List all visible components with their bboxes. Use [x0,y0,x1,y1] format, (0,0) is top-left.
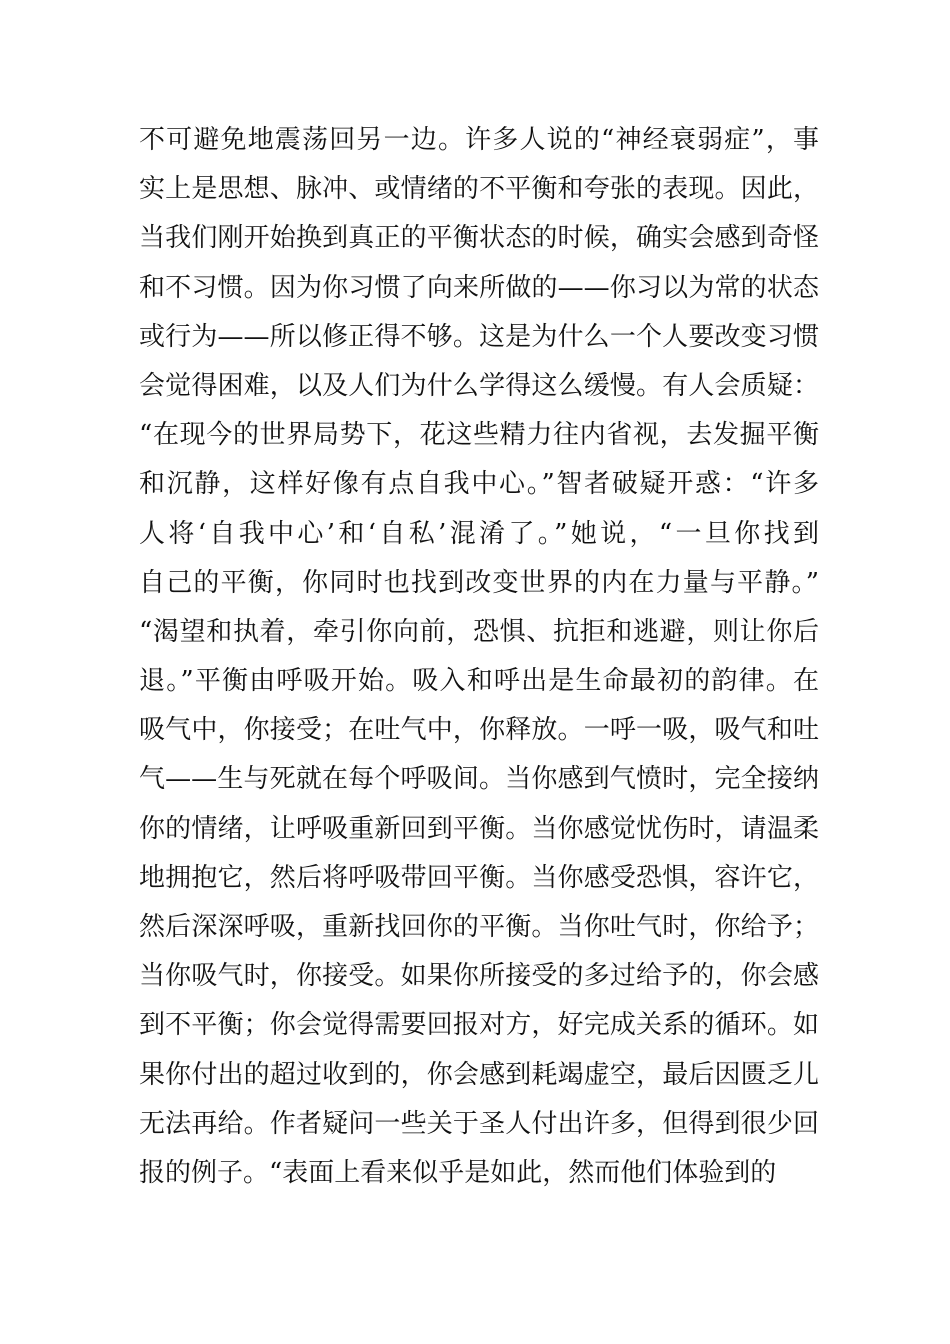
text-line-16: 地拥抱它，然后将呼吸带回平衡。当你感受恐惧，容许它， [139,862,819,893]
text-line-1: 不可避免地震荡回另一边。许多人说的“神经衰弱症”，事 [139,125,819,155]
text-line-7: “在现今的世界局势下，花这些精力往内省视，去发掘平衡 [139,420,819,451]
text-line-18: 当你吸气时，你接受。如果你所接受的多过给予的，你会感 [139,961,819,992]
text-line-12: 退。”平衡由呼吸开始。吸入和呼出是生命最初的韵律。在 [139,666,819,697]
text-line-21: 无法再给。作者疑问一些关于圣人付出许多，但得到很少回 [139,1108,819,1139]
text-line-10: 自己的平衡，你同时也找到改变世界的内在力量与平静。” [139,567,819,598]
text-line-13: 吸气中，你接受；在吐气中，你释放。一呼一吸，吸气和吐 [139,715,819,746]
text-line-22: 报的例子。“表面上看来似乎是如此，然而他们体验到的 [139,1157,777,1188]
text-line-14: 气——生与死就在每个呼吸间。当你感到气愤时，完全接纳 [139,764,819,795]
text-line-20: 果你付出的超过收到的，你会感到耗竭虚空，最后因匮乏儿 [139,1059,819,1090]
text-line-9: 人将‘自我中心’和‘自私’混淆了。”她说，“一旦你找到 [139,518,819,549]
text-line-11: “渴望和执着，牵引你向前，恐惧、抗拒和逃避，则让你后 [139,616,819,647]
text-line-8: 和沉静，这样好像有点自我中心。”智者破疑开惑：“许多 [139,469,819,500]
text-line-3: 当我们刚开始换到真正的平衡状态的时候，确实会感到奇怪 [139,223,819,254]
text-line-2: 实上是思想、脉冲、或情绪的不平衡和夸张的表现。因此， [139,174,819,205]
text-line-4: 和不习惯。因为你习惯了向来所做的——你习以为常的状态 [139,272,819,303]
text-line-15: 你的情绪，让呼吸重新回到平衡。当你感觉忧伤时，请温柔 [139,813,819,844]
body-text [139,116,819,1198]
text-line-5: 或行为——所以修正得不够。这是为什么一个人要改变习惯 [139,321,819,352]
text-line-17: 然后深深呼吸，重新找回你的平衡。当你吐气时，你给予； [139,912,819,942]
text-line-19: 到不平衡；你会觉得需要回报对方，好完成关系的循环。如 [139,1010,819,1041]
text-line-6: 会觉得困难，以及人们为什么学得这么缓慢。有人会质疑： [139,370,819,401]
